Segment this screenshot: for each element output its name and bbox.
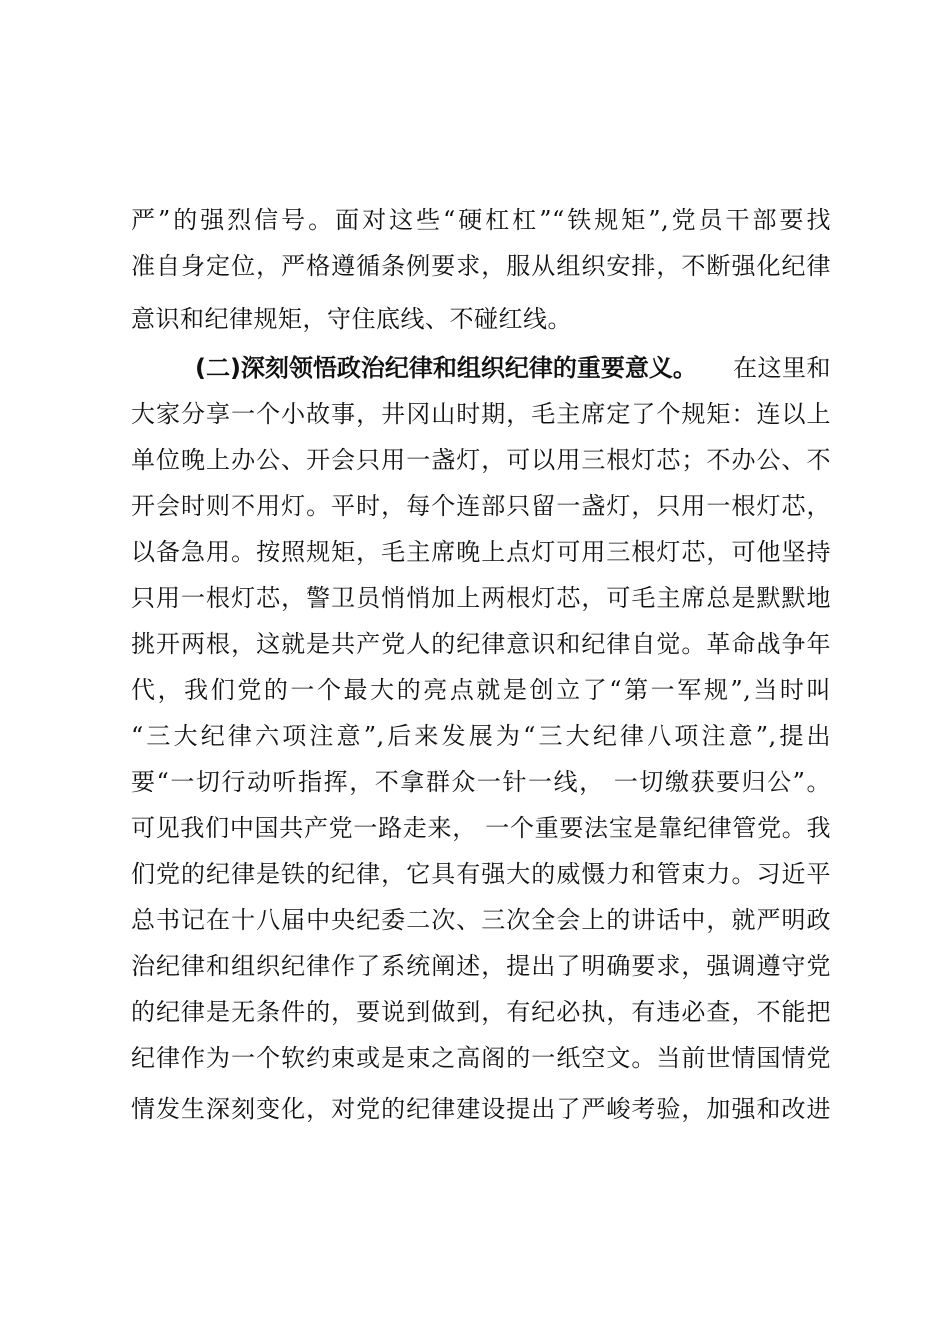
paragraph-2-line-7: 挑开两根，这就是共产党人的纪律意识和纪律自觉。革命战争年 [131,630,831,658]
paragraph-2-line-14: 治纪律和组织纪律作了系统阐述，提出了明确要求，强调遵守党 [131,952,831,980]
paragraph-2-line-15: 的纪律是无条件的，要说到做到，有纪必执，有违必查，不能把 [131,998,831,1026]
paragraph-1-line-3: 意识和纪律规矩，守住底线、不碰红线。 [131,305,572,333]
paragraph-2-line-13: 总书记在十八届中央纪委二次、三次全会上的讲话中，就严明政 [131,906,831,934]
paragraph-2-line-12: 们党的纪律是铁的纪律，它具有强大的威慑力和管束力。习近平 [131,860,831,888]
paragraph-2-line-17: 情发生深刻变化，对党的纪律建设提出了严峻考验，加强和改进 [131,1095,831,1123]
paragraph-2-line-1 [195,348,831,388]
paragraph-2-line-5: 以备急用。按照规矩，毛主席晚上点灯可用三根灯芯，可他坚持 [131,538,831,566]
paragraph-2-line-1-rest: 在这里和 [733,354,831,382]
paragraph-2-line-2: 大家分享一个小故事，井冈山时期，毛主席定了个规矩：连以上 [131,400,831,428]
paragraph-2-line-9: “三大纪律六项注意”,后来发展为“三大纪律八项注意”,提出 [131,722,831,750]
paragraph-2-line-10: 要“一切行动听指挥，不拿群众一针一线， 一切缴获要归公”。 [131,768,831,796]
paragraph-2-line-8: 代，我们党的一个最大的亮点就是创立了“第一军规”,当时叫 [131,676,831,704]
section-heading: (二)深刻领悟政治纪律和组织纪律的重要意义。 [195,354,697,382]
paragraph-2-line-3: 单位晚上办公、开会只用一盏灯，可以用三根灯芯；不办公、不 [131,446,831,474]
paragraph-1-line-2: 准自身定位，严格遵循条例要求，服从组织安排，不断强化纪律 [131,252,831,280]
paragraph-2-line-16: 纪律作为一个软约束或是束之高阁的一纸空文。当前世情国情党 [131,1044,831,1072]
paragraph-2-line-6: 只用一根灯芯，警卫员悄悄加上两根灯芯，可毛主席总是默默地 [131,584,831,612]
paragraph-1-line-1: 严”的强烈信号。面对这些“硬杠杠”“铁规矩”,党员干部要找 [131,206,831,234]
paragraph-2-line-4: 开会时则不用灯。平时，每个连部只留一盏灯，只用一根灯芯， [131,492,831,520]
paragraph-2-line-11: 可见我们中国共产党一路走来， 一个重要法宝是靠纪律管党。我 [131,814,831,842]
